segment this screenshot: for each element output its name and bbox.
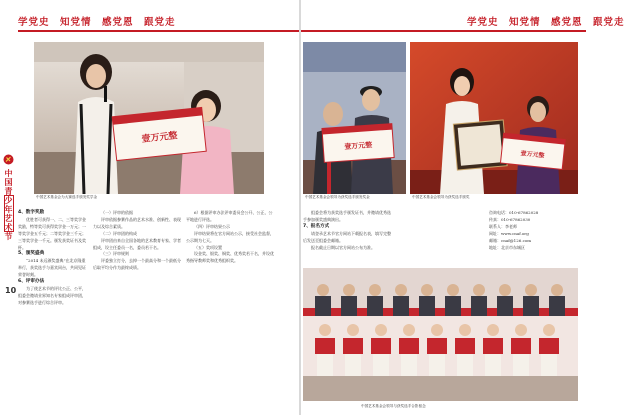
- photo-group-winners: [303, 268, 578, 401]
- check-amount-3: 壹万元整: [520, 150, 545, 160]
- paragraph: 为了使艺术节的评比公正、公平，组委会邀请业界知名专家组成评审团，对参赛选手进行综合评审。: [18, 285, 86, 305]
- paragraph: （五）奖项设置: [194, 244, 222, 250]
- contact-address: 地址：北京市东城区: [489, 244, 525, 250]
- photo-caption-1: 中国艺术基金会为大赛选手颁发奖学金: [36, 195, 98, 199]
- paragraph: 报名截止日期以官方网站公布为准。: [311, 244, 375, 250]
- paragraph: “2014 未远颁奖盛典”在北京隆重举行，获奖选手与嘉宾同台，共同见证荣誉时刻。: [18, 258, 86, 278]
- paragraph: 组委会将为获奖选手颁发证书，并邀请优秀选手参加颁奖盛典演出。: [303, 210, 391, 222]
- header-title-left: 学党史 知党情 感党恩 跟党走: [18, 17, 176, 28]
- paragraph: 设金奖、银奖、铜奖、优秀奖若干名，并设优秀指导教师奖和优秀组织奖。: [186, 251, 274, 264]
- text-column-3: [186, 210, 274, 265]
- contact-website: 网址：www.cnaf.org: [489, 230, 529, 236]
- text-column-5: [481, 210, 578, 251]
- photo-award-presentation-3: [410, 42, 578, 194]
- right-page: [301, 0, 625, 415]
- section-heading: 5、颁奖盛典: [18, 251, 45, 257]
- paragraph: 评委独立打分，去掉一个最高分和一个最低分后取平均分作为最终成绩。: [93, 258, 181, 271]
- check-amount-2: 壹万元整: [344, 141, 373, 151]
- party-emblem-icon: [3, 154, 14, 165]
- contact-email: 邮箱：cnaf@126.com: [489, 237, 532, 243]
- text-column-2: [93, 210, 181, 272]
- paragraph: 优胜者可获得一、二、三等奖学金奖励，特等奖可获得奖学金一万元；一等奖学金五千元；二等奖学金三千元；三等奖学金一千元。颁发获奖证书及奖杯。: [18, 216, 86, 250]
- paragraph: （三）评审规则: [101, 251, 129, 257]
- header-rule-left: [18, 30, 299, 32]
- paragraph: （一）评审的依据: [101, 210, 133, 215]
- section-heading: 7、报名方式: [303, 223, 330, 229]
- paragraph: 评审依据参赛作品的艺术水准、创新性、表现力以及综合素质。: [93, 216, 181, 229]
- header-rule-right: [301, 30, 586, 32]
- contact-person: 联系人：李老师: [489, 223, 517, 229]
- paragraph: 评审团由来自全国各地的艺术教育专家、学者组成，设主任委员一名，委员若干名。: [93, 237, 181, 250]
- photo-award-presentation-2: [303, 42, 406, 194]
- left-page: [0, 0, 299, 415]
- check-amount-1: 壹万元整: [141, 131, 179, 145]
- paragraph: 6）根据评审办法评审委员会公开、公正、公平地进行评选。: [186, 210, 273, 222]
- section-heading: 6、评审办法: [18, 279, 45, 285]
- vertical-title: 中国青少年艺术节: [4, 169, 13, 241]
- contact-phone: 咨询电话：010-67862028: [489, 210, 539, 215]
- paragraph: （二）评审团的构成: [101, 230, 137, 236]
- photo-caption-2: 中国艺术基金会领导为获奖选手颁发奖金: [305, 195, 370, 199]
- text-column-1: [18, 210, 88, 307]
- paragraph: 评审结果将在官方网站公示，接受社会监督，公示期为七天。: [186, 230, 274, 243]
- header-title-right: 学党史 知党情 感党恩 跟党走: [467, 17, 625, 28]
- vertical-sidebar: [3, 150, 17, 295]
- paragraph: （四）评审结果公示: [194, 223, 230, 229]
- photo-caption-3: 中国艺术基金会领导为获奖选手颁奖: [412, 195, 470, 199]
- photo-caption-4: 中国艺术基金会领导与获奖选手合影留念: [361, 404, 426, 408]
- text-column-4: [303, 210, 391, 251]
- paragraph: 请登录艺术节官方网站下载报名表，填写完整后发送至组委会邮箱。: [303, 230, 391, 243]
- page-number: 10: [5, 286, 17, 295]
- section-heading: 4、数字奖励: [18, 210, 45, 215]
- photo-award-presentation-1: [34, 42, 264, 194]
- contact-fax: 传真：010-67862030: [489, 216, 531, 222]
- vertical-box: [4, 195, 14, 232]
